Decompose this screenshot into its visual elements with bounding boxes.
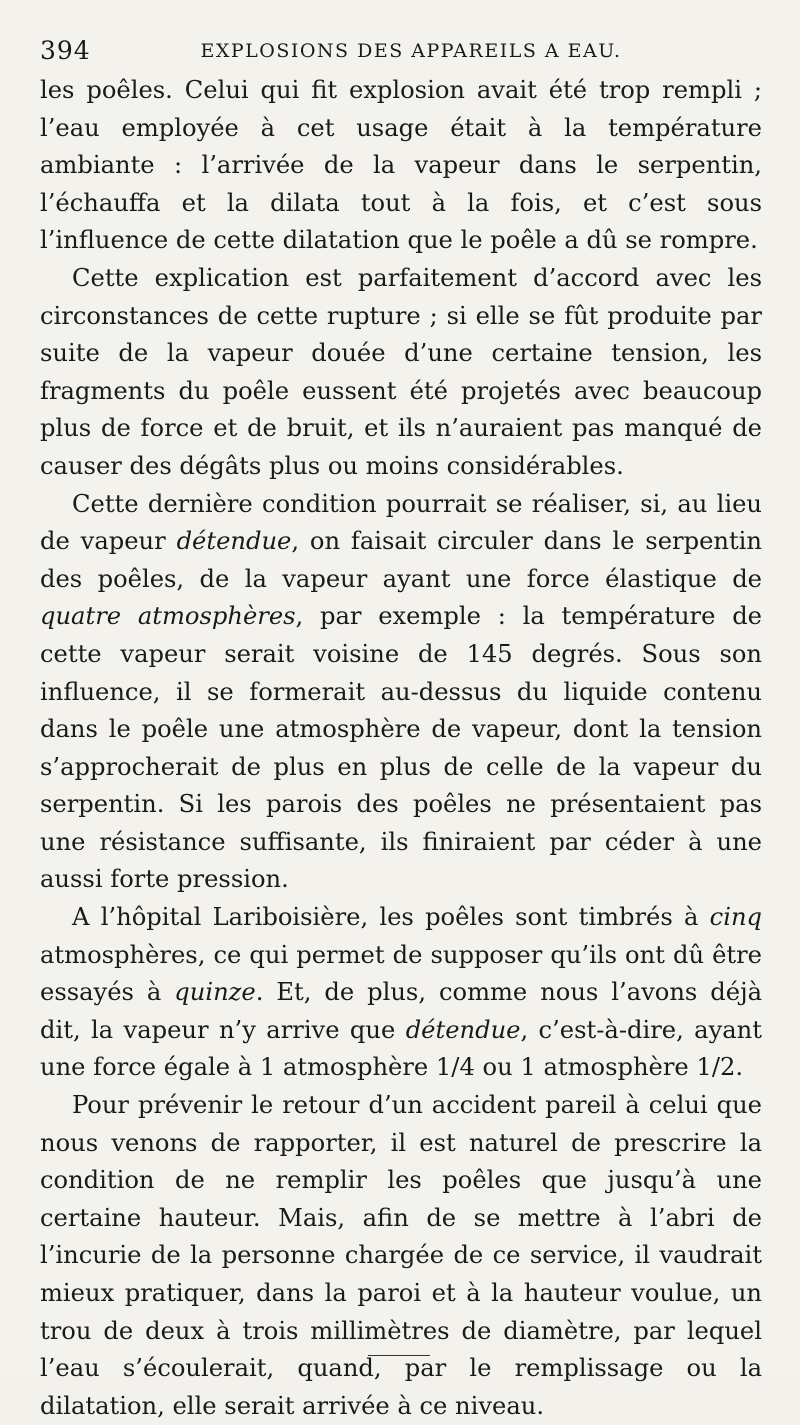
italic-text: quatre atmosphères: [40, 602, 296, 631]
text-run: Cette explication est parfaitement d’accord avec les circonstances de cette rupture ; si elle se fût produite par suite de la vapeur douée d’une certaine tension, les fragments du poêle eussent été projetés avec beaucoup plus de force et de bruit, et ils n’auraient pas manqué de causer des dégâts plus ou moins considérables.: [40, 263, 762, 480]
italic-text: détendue: [405, 1015, 521, 1044]
paragraph: [40, 1087, 762, 1425]
italic-text: quinze: [174, 978, 256, 1007]
paragraph: [40, 899, 762, 1087]
italic-text: détendue: [176, 527, 292, 556]
text-run: atmosphères, ce qui permet de supposer qu’ils ont dû être essayés à: [40, 940, 762, 1007]
text-run: . Et, de plus, comme nous l’avons déjà dit, la vapeur n’y arrive que: [40, 978, 763, 1044]
text-run: Pour prévenir le retour d’un accident pareil à celui que nous venons de rapporter, il est naturel de prescrire la condition de ne remplir les poêles que jusqu’à une certaine hauteur. Mais, afin de se mettre à l’abri de l’incurie de la personne chargée de ce service, il vaudrait mieux pratiquer, dans la paroi et à la hauteur voulue, un trou de deux à trois millimètres de diamètre, par lequel l’eau s’écoulerait, quand, par le remplissage ou la dilatation, elle serait arrivée à ce niveau.: [40, 1091, 762, 1420]
paragraph: [40, 72, 762, 260]
page-number: 394: [40, 36, 91, 65]
text-run: A l’hôpital Lariboisière, les poêles sont timbrés à: [72, 903, 710, 932]
paragraph: [40, 486, 762, 900]
page-header: [40, 28, 762, 72]
text-run: , on faisait circuler dans le serpentin des poêles, de la vapeur ayant une force élastique de: [40, 527, 762, 593]
italic-text: cinq: [709, 903, 762, 932]
text-run: , c’est-à-dire, ayant une force égale à 1 atmosphère 1/4 ou 1 atmosphère 1/2.: [40, 1015, 762, 1082]
text-run: Cette dernière condition pourrait se réaliser, si, au lieu de vapeur: [40, 489, 762, 556]
running-title: EXPLOSIONS DES APPAREILS A EAU.: [200, 40, 622, 62]
end-rule: [368, 1355, 430, 1356]
paragraph: [40, 260, 762, 486]
text-run: les poêles. Celui qui fit explosion avait été trop rempli ; l’eau employée à cet usage était à la température ambiante : l’arrivée de la vapeur dans le serpentin, l’échauffa et la dilata tout à la fois, et c’est sous l’influence de cette dilatation que le poêle a dû se rompre.: [40, 76, 762, 255]
text-run: , par exemple : la température de cette vapeur serait voisine de 145 degrés. Sous son influence, il se formerait au-dessus du liquide contenu dans le poêle une atmosphère de vapeur, dont la tension s’approcherait de plus en plus de celle de la vapeur du serpentin. Si les parois des poêles ne présentaient pas une résistance suffisante, ils finiraient par céder à une aussi forte pression.: [40, 602, 762, 894]
body-text: [40, 72, 762, 1425]
